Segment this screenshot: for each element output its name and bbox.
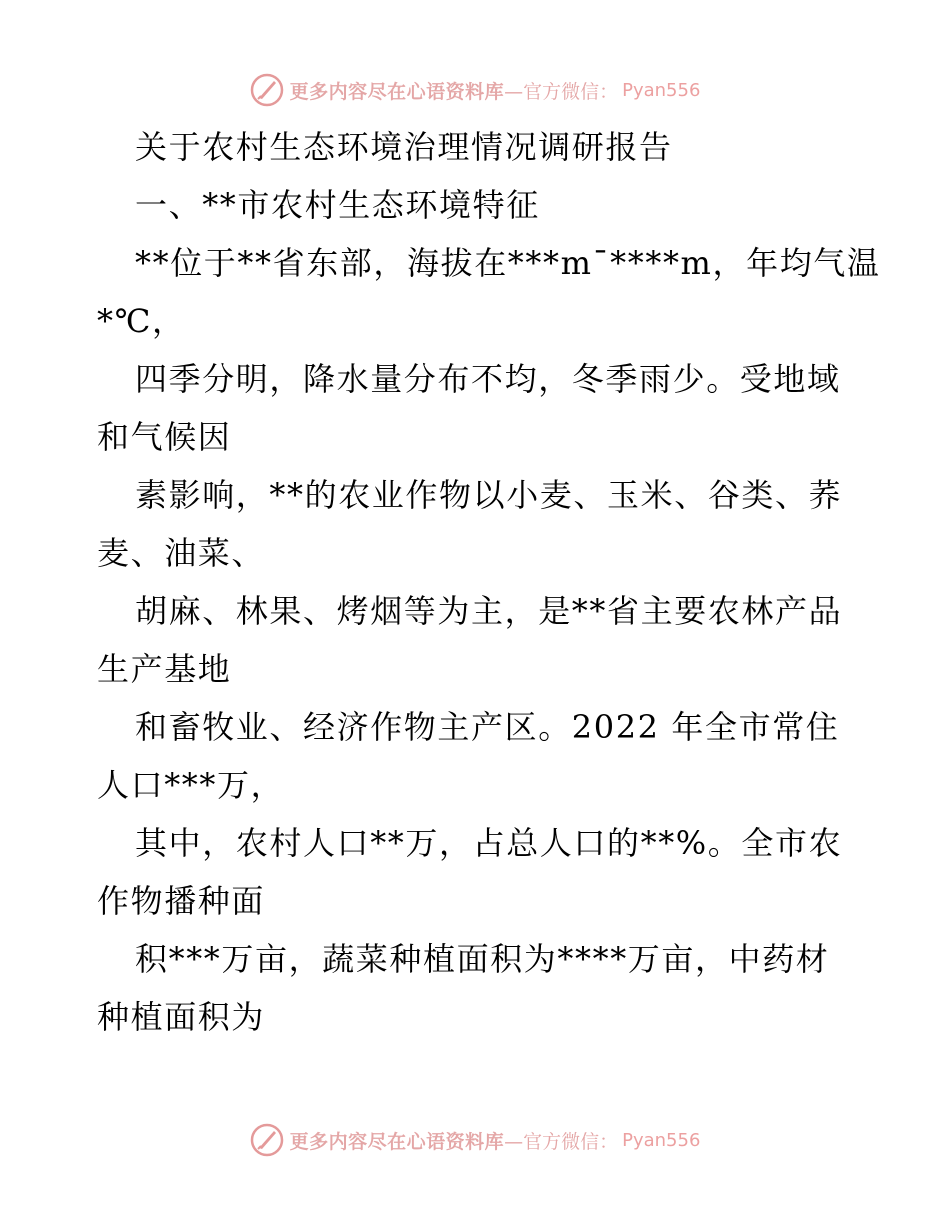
quill-logo-icon bbox=[250, 73, 284, 107]
paragraph-line: 积***万亩，蔬菜种植面积为****万亩，中药材 bbox=[135, 940, 830, 978]
paragraph-line: 素影响，**的农业作物以小麦、玉米、谷类、荞 bbox=[135, 476, 843, 514]
banner-main-text: 更多内容尽在心语资料库 bbox=[289, 80, 505, 103]
paragraph-line: 作物播种面 bbox=[97, 882, 266, 920]
paragraph-line: 四季分明，降水量分布不均，冬季雨少。受地域 bbox=[135, 360, 841, 398]
paragraph-line: 其中，农村人口**万，占总人口的**%。全市农 bbox=[135, 824, 843, 862]
section-heading: 一、**市农村生态环境特征 bbox=[135, 186, 540, 224]
paragraph-line: 生产基地 bbox=[97, 650, 232, 688]
document-title: 关于农村生态环境治理情况调研报告 bbox=[135, 128, 673, 166]
header-watermark-banner bbox=[0, 70, 950, 110]
banner-wechat-id: Pyan556 bbox=[622, 79, 701, 101]
document-body bbox=[97, 118, 881, 1046]
banner-main-text: 更多内容尽在心语资料库 bbox=[289, 1130, 505, 1153]
paragraph-line: 胡麻、林果、烤烟等为主，是**省主要农林产品 bbox=[135, 592, 843, 630]
banner-wechat-label: —官方微信： bbox=[504, 80, 619, 103]
banner-wechat-label: —官方微信： bbox=[504, 1130, 619, 1153]
paragraph-line: *℃， bbox=[97, 302, 186, 340]
paragraph-line: 和气候因 bbox=[97, 418, 232, 456]
quill-logo-icon bbox=[250, 1123, 284, 1157]
paragraph-line: 和畜牧业、经济作物主产区。2022 年全市常住 bbox=[135, 708, 840, 746]
banner-wechat-id: Pyan556 bbox=[622, 1129, 701, 1151]
footer-watermark-banner bbox=[0, 1120, 950, 1160]
paragraph-line: **位于**省东部，海拔在***m¯****m，年均气温 bbox=[135, 244, 881, 282]
paragraph-line: 种植面积为 bbox=[97, 998, 266, 1036]
paragraph-line: 麦、油菜、 bbox=[97, 534, 266, 572]
paragraph-line: 人口***万， bbox=[97, 766, 285, 804]
